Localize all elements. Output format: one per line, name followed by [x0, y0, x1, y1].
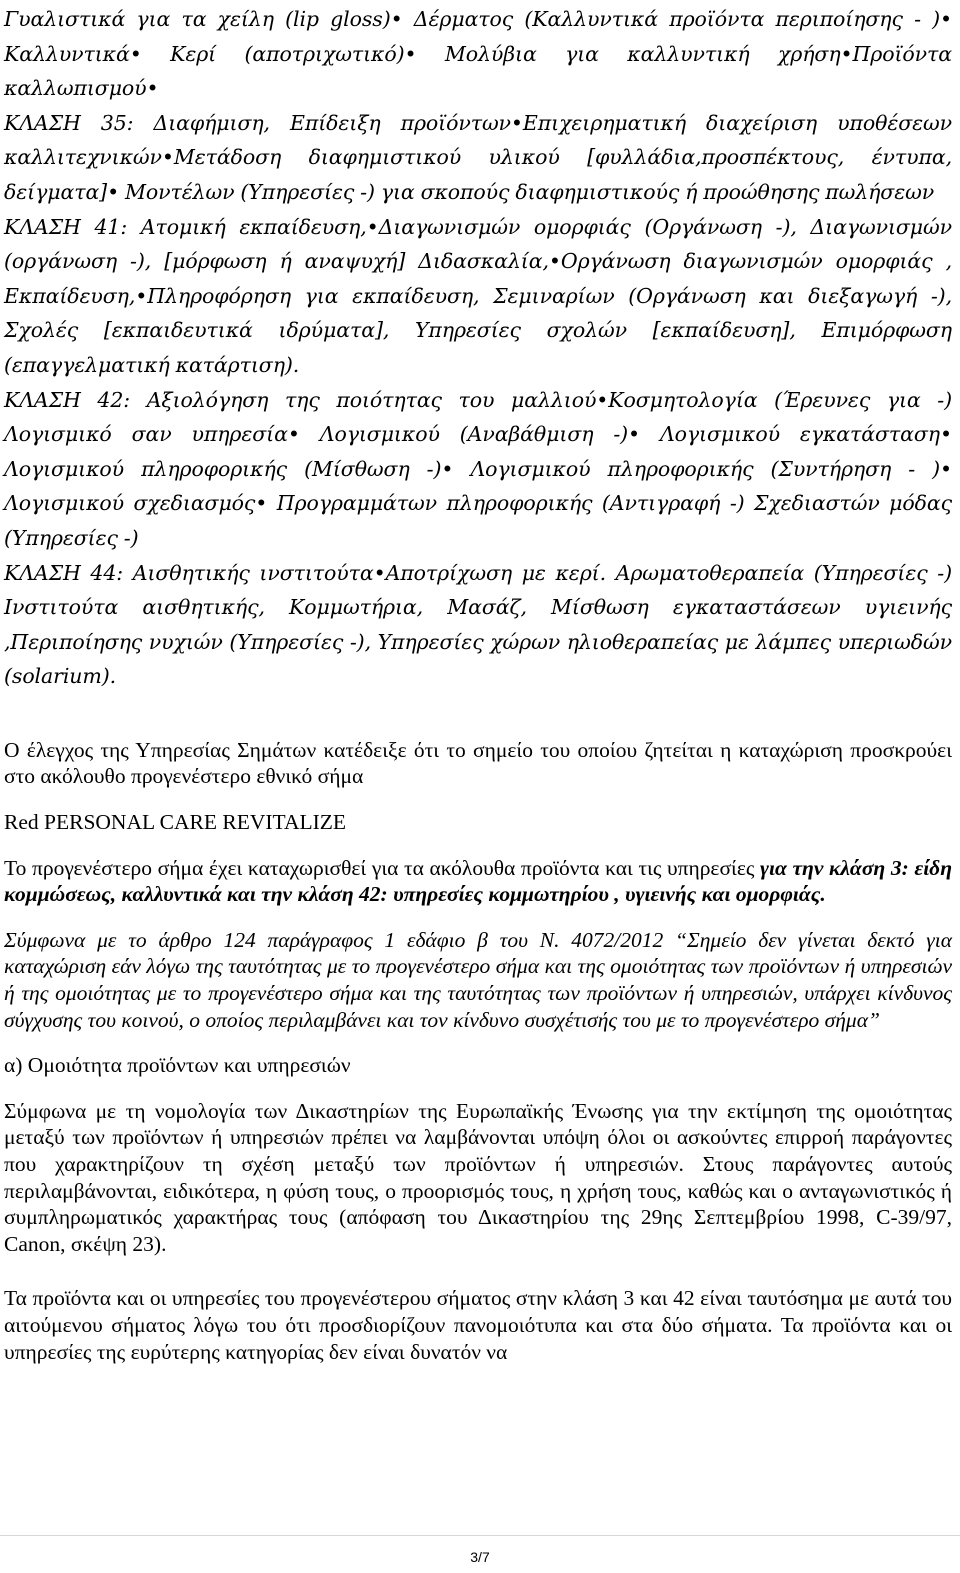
class-3-continuation: Γυαλιστικά για τα χείλη (lip gloss)• Δέρματος (Καλλυντικά προϊόντα περιποίησης - )• Καλλυντικά• Κερί (αποτριχωτικό)• Μολύβια για καλλυντική χρήση•Προϊόντα καλλωπισμού•: [4, 7, 952, 101]
class-35-list: ΚΛΑΣΗ 35: Διαφήμιση, Επίδειξη προϊόντων•Επιχειρηματική διαχείριση υποθέσεων καλλιτεχνικών•Μετάδοση διαφημιστικού υλικού [φυλλάδια,προσπέκτους, έντυπα, δείγματα]• Μοντέλων (Υπηρεσίες -) για σκοπούς διαφημιστικούς ή προώθησης πωλήσεων: [4, 110, 952, 204]
examination-text: [4, 737, 952, 1365]
class-44-list: [4, 556, 952, 694]
document-page: [4, 0, 952, 1365]
class-42-list: ΚΛΑΣΗ 42: Αξιολόγηση της ποιότητας του μαλλιού•Κοσμητολογία (Έρευνες για -) Λογισμικό σαν υπηρεσία• Λογισμικού (Αναβάθμιση -)• Λογισμικού εγκατάσταση• Λογισμικού πληροφορικής (Μίσθωση -)• Λογισμικού πληροφορικής (Συντήρηση - )• Λογισμικού σχεδιασμός• Προγραμμάτων πληροφορικής (Αντιγραφή -) Σχεδιαστών μόδας (Υπηρεσίες -): [4, 387, 952, 550]
footer-divider: [0, 1535, 960, 1536]
section-heading-similarity: α) Ομοιότητα προϊόντων και υπηρεσιών: [4, 1053, 351, 1078]
identity-paragraph: Τα προϊόντα και οι υπηρεσίες του προγενέστερου σήματος στην κλάση 3 και 42 είναι ταυτόσημα με αυτά του αιτούμενου σήματος λόγω του ότι προσδιορίζουν πανομοιότυπα και στα δύο σήματα. Τα προϊόντα και οι υπηρεσίες της ευρύτερης κατηγορίας δεν είναι δυνατόν να: [4, 1286, 952, 1364]
earlier-mark-intro: Το προγενέστερο σήμα έχει καταχωρισθεί για τα ακόλουθα προϊόντα και τις υπηρεσίες: [4, 855, 761, 880]
case-law-paragraph: Σύμφωνα με τη νομολογία των Δικαστηρίων της Ευρωπαϊκής Ένωσης για την εκτίμηση της ομοιότητας μεταξύ των προϊόντων ή υπηρεσιών πρέπει να λαμβάνονται υπόψη όλοι οι ασκούντες επιρροή παράγοντες που χαρακτηρίζουν τη σχέση μεταξύ των προϊόντων ή υπηρεσιών. Στους παράγοντες αυτούς περιλαμβάνονται, ειδικότερα, η φύση τους, ο προορισμός τους, η χρήση τους, καθώς και ο ανταγωνιστικός ή συμπληρωματικός χαρακτήρας τους (απόφαση του Δικαστηρίου της 29ης Σεπτεμβρίου 1998, C-39/97, Canon, σκέψη 23).: [4, 1098, 952, 1256]
class-44-items: Αρωματοθεραπεία (Υπηρεσίες -) Ινστιτούτα αισθητικής, Κομμωτήρια, Μασάζ, Μίσθωση εγκαταστάσεων υγιεινής ,Περιποίησης νυχιών (Υπηρεσίες -), Υπηρεσίες χώρων ηλιοθεραπείας με λάμπες υπεριωδών (solarium).: [4, 560, 952, 689]
legal-article-paragraph: Σύμφωνα με το άρθρο 124 παράγραφος 1 εδάφιο β του Ν. 4072/2012 “Σημείο δεν γίνεται δεκτό για καταχώριση εάν λόγω της ταυτότητας με το προγενέστερο σήμα και της ομοιότητας των προϊόντων ή υπηρεσιών ή της ομοιότητας με το προγενέστερο σήμα και της ταυτότητας των προϊόντων ή υπηρεσιών, υπάρχει κίνδυνος σύγχυσης του κοινού, ο οποίος περιλαμβάνει και τον κίνδυνο συσχέτισής του με το προγενέστερο σήμα”: [4, 927, 952, 1032]
class-41-list: ΚΛΑΣΗ 41: Ατομική εκπαίδευση,•Διαγωνισμών ομορφιάς (Οργάνωση -), Διαγωνισμών (οργάνωση -), [μόρφωση ή αναψυχή] Διδασκαλία,•Οργάνωση διαγωνισμών ομορφιάς , Εκπαίδευση,•Πληροφόρηση για εκπαίδευση, Σεμιναρίων (Οργάνωση και διεξαγωγή -), Σχολές [εκπαιδευτικά ιδρύματα], Υπηρεσίες σχολών [εκπαίδευση], Επιμόρφωση (επαγγελματική κατάρτιση).: [4, 214, 952, 377]
examination-paragraph: Ο έλεγχος της Υπηρεσίας Σημάτων κατέδειξε ότι το σημείο του οποίου ζητείται η καταχώριση προσκρούει στο ακόλουθο προγενέστερο εθνικό σήμα: [4, 737, 952, 789]
earlier-mark-name: Red PERSONAL CARE REVITALIZE: [4, 810, 347, 835]
earlier-mark-classes: για την κλάση 3: είδη κομμώσεως, καλλυντικά και την κλάση 42: υπηρεσίες κομμωτηρίου , υγιεινής και ομορφιάς.: [4, 855, 952, 907]
class-44-heading: ΚΛΑΣΗ 44: Αισθητικής ινστιτούτα•Αποτρίχωση με κερί.: [4, 560, 616, 585]
goods-services-classes: [4, 0, 952, 694]
earlier-mark-classes-paragraph: [4, 855, 952, 908]
page-number: 3/7: [470, 1549, 490, 1565]
